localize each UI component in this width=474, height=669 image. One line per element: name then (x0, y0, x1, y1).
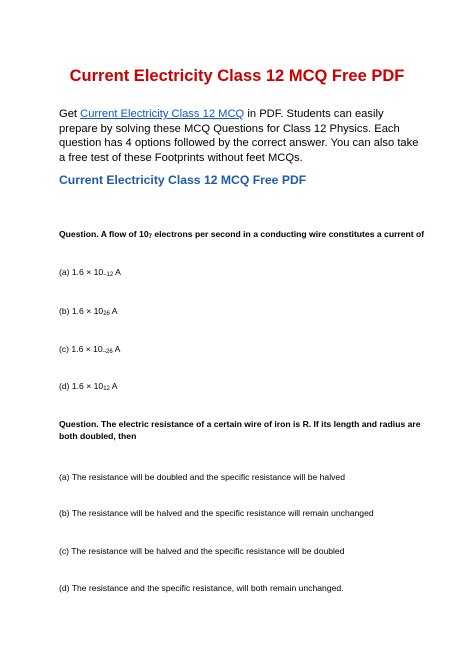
option-unit: A (112, 344, 121, 354)
question-1-text-b: electrons per second in a conducting wire constitutes a current of (151, 229, 425, 239)
section-heading: Current Electricity Class 12 MCQ Free PDF (59, 173, 307, 187)
question-2: Question. The electric resistance of a certain wire of iron is R. If its length and radius are both doubled, then (59, 419, 421, 441)
q2-option-b: (b) The resistance will be halved and the specific resistance will remain unchanged (59, 508, 374, 518)
option-base: (a) 1.6 × 10 (59, 267, 104, 277)
option-exponent: 26 (103, 311, 110, 317)
option-base: (c) 1.6 × 10 (59, 344, 103, 354)
option-exponent: –26 (102, 349, 113, 355)
option-exponent: 12 (103, 386, 110, 392)
option-unit: A (109, 381, 118, 391)
q2-option-c: (c) The resistance will be halved and the specific resistance will be doubled (59, 546, 345, 556)
option-unit: A (109, 306, 118, 316)
intro-prefix: Get (59, 108, 81, 120)
question-1 (59, 228, 429, 242)
q1-option-d (59, 380, 118, 394)
option-exponent: –12 (103, 272, 114, 278)
question-1-exponent: 7 (148, 234, 152, 240)
page-title: Current Electricity Class 12 MCQ Free PDF (69, 67, 405, 85)
option-base: (d) 1.6 × 10 (59, 381, 104, 391)
q1-option-c (59, 343, 120, 357)
option-base: (b) 1.6 × 10 (59, 306, 104, 316)
q2-option-a: (a) The resistance will be doubled and the specific resistance will be halved (59, 472, 345, 482)
q1-option-a (59, 266, 121, 280)
q2-option-d: (d) The resistance and the specific resistance, will both remain unchanged. (59, 583, 344, 593)
intro-paragraph (59, 107, 425, 165)
option-unit: A (113, 267, 121, 277)
intro-suffix: in PDF. Students can easily prepare by solving these MCQ Questions for Class 12 Physics. Each question has 4 options followed by the correct answer. You can also take a free test of these Footprints without feet MCQs. (59, 108, 419, 164)
q1-option-b (59, 305, 118, 319)
mcq-link[interactable]: Current Electricity Class 12 MCQ (80, 108, 245, 120)
question-1-text-a: Question. A flow of 10 (59, 229, 149, 239)
